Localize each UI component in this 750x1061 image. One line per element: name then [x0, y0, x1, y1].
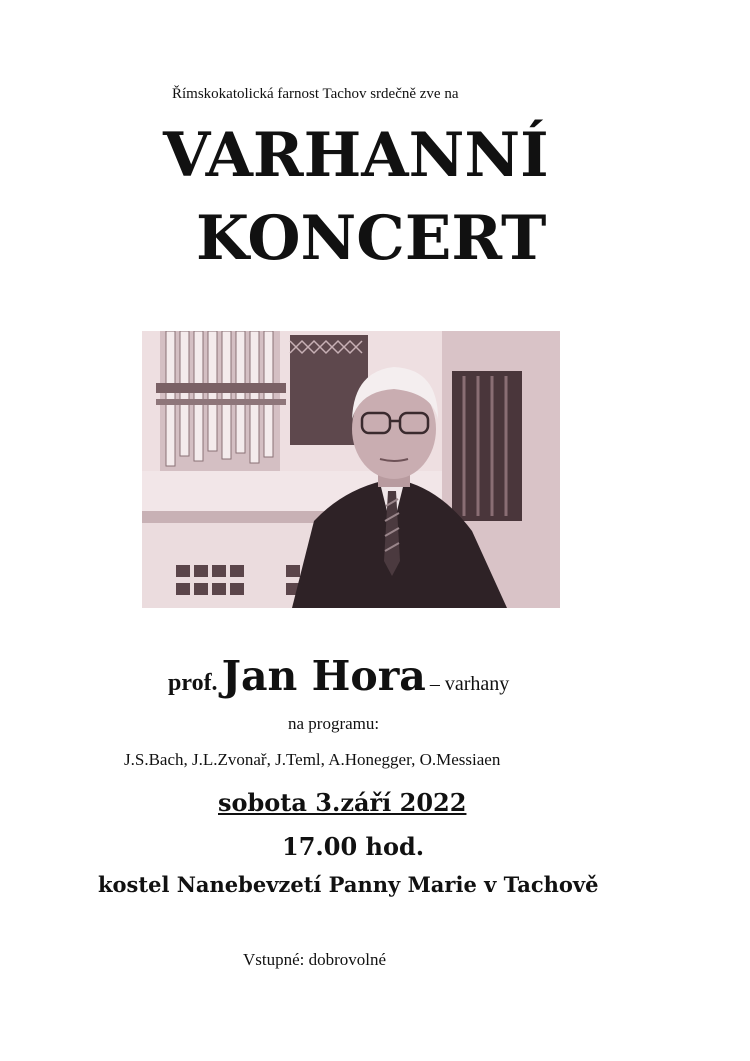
invitation-line: Římskokatolická farnost Tachov srdečně zve na [172, 86, 459, 102]
admission-info: Vstupné: dobrovolné [243, 950, 387, 969]
concert-date: sobota 3.září 2022 [218, 788, 467, 817]
title-line-2: KONCERT [196, 203, 547, 274]
performer-name: Jan Hora [221, 652, 426, 700]
concert-venue: kostel Nanebevzetí Panny Marie v Tachově [98, 872, 599, 897]
concert-time: 17.00 hod. [282, 832, 425, 861]
title-line-1: VARHANNÍ [163, 120, 549, 191]
performer-prefix: prof. [168, 670, 218, 696]
composers-list: J.S.Bach, J.L.Zvonař, J.Teml, A.Honegger, O.Messiaen [124, 750, 501, 769]
performer-role: – varhany [429, 673, 510, 695]
performer-line [168, 652, 509, 700]
organist-portrait-photo [142, 331, 560, 608]
program-label: na programu: [288, 714, 380, 733]
